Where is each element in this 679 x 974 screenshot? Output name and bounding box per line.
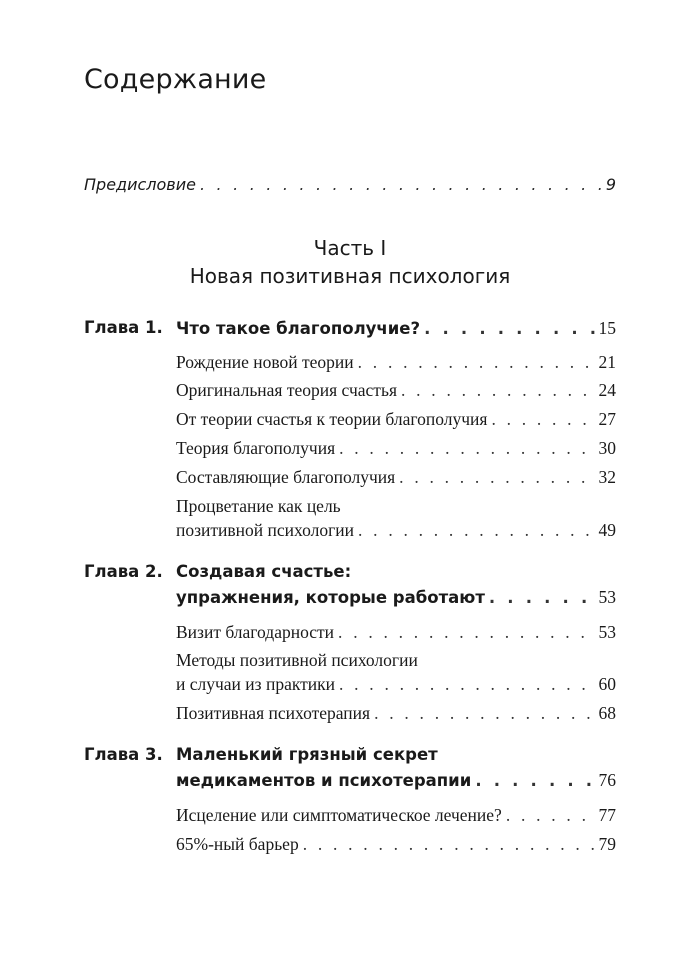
toc-entry-preface[interactable] [84, 174, 616, 196]
toc-entry-page: 15 [598, 318, 616, 338]
part-title: Новая позитивная психология [189, 264, 511, 288]
section-title-line1: Процветание как цель [176, 496, 341, 516]
toc-entry-section[interactable] [176, 466, 616, 488]
toc-entry-page: 53 [598, 622, 616, 642]
dot-leader [303, 833, 595, 855]
chapter-label: Глава 3. [84, 745, 163, 764]
dot-leader [374, 702, 594, 724]
toc-entry-section[interactable] [176, 833, 616, 855]
dot-leader [358, 351, 595, 373]
part-number: Часть I [313, 236, 387, 260]
section-title: позитивной психологии [176, 520, 355, 540]
dot-leader [339, 437, 594, 459]
section-title: и случаи из практики [176, 674, 335, 694]
chapter-label: Глава 2. [84, 562, 163, 581]
section-title: От теории счастья к теории благополучия [176, 409, 488, 429]
dot-leader [338, 621, 594, 643]
dot-leader [489, 587, 595, 609]
toc-entry-chapter-2[interactable] [176, 586, 616, 609]
section-title: Рождение новой теории [176, 352, 354, 372]
dot-leader [358, 519, 594, 541]
chapter-title-line1: Маленький грязный секрет [176, 745, 438, 764]
section-title: 65%-ный барьер [176, 834, 299, 854]
toc-entry-page: 79 [598, 834, 616, 854]
toc-entry-section[interactable] [176, 702, 616, 724]
toc-entry-section[interactable] [176, 621, 616, 643]
toc-entry-title: Предисловие [84, 175, 196, 194]
toc-entry-page: 9 [605, 175, 616, 194]
section-title: Визит благодарности [176, 622, 335, 642]
dot-leader [475, 770, 594, 792]
toc-entry-section[interactable] [176, 408, 616, 430]
toc-entry-page: 32 [598, 467, 616, 487]
dot-leader [399, 466, 594, 488]
dot-leader [506, 804, 595, 826]
dot-leader [339, 673, 595, 695]
section-title: Теория благополучия [176, 438, 336, 458]
toc-entry-section[interactable] [176, 804, 616, 826]
toc-entry-page: 77 [598, 805, 616, 825]
dot-leader [200, 174, 602, 196]
toc-entry-page: 53 [598, 587, 616, 607]
toc-entry-section[interactable] [176, 519, 616, 541]
toc-entry-section[interactable] [176, 437, 616, 459]
dot-leader [424, 318, 594, 340]
chapter-title: Что такое благополучие? [176, 319, 421, 338]
toc-entry-page: 49 [598, 520, 616, 540]
toc-entry-section[interactable] [176, 351, 616, 373]
toc-title: Содержание [84, 64, 267, 95]
section-title-line1: Методы позитивной психологии [176, 650, 418, 670]
section-title: Составляющие благополучия [176, 467, 396, 487]
section-title: Исцеление или симптоматическое лечение? [176, 805, 502, 825]
section-title: Позитивная психотерапия [176, 703, 371, 723]
toc-entry-section[interactable] [176, 379, 616, 401]
toc-entry-page: 27 [598, 409, 616, 429]
toc-entry-page: 24 [598, 380, 616, 400]
toc-entry-page: 68 [598, 703, 616, 723]
toc-entry-page: 21 [598, 352, 616, 372]
toc-entry-chapter-3[interactable] [176, 769, 616, 792]
toc-entry-section[interactable] [176, 673, 616, 695]
dot-leader [401, 379, 595, 401]
toc-entry-page: 60 [598, 674, 616, 694]
chapter-title-line1: Создавая счастье: [176, 562, 352, 581]
section-title: Оригинальная теория счастья [176, 380, 397, 400]
toc-entry-page: 76 [598, 770, 616, 790]
toc-entry-page: 30 [598, 438, 616, 458]
chapter-title: медикаментов и психотерапии [176, 771, 472, 790]
chapter-title: упражнения, которые работают [176, 588, 485, 607]
toc-entry-chapter-1[interactable] [176, 317, 616, 340]
dot-leader [491, 408, 594, 430]
chapter-label: Глава 1. [84, 318, 163, 337]
